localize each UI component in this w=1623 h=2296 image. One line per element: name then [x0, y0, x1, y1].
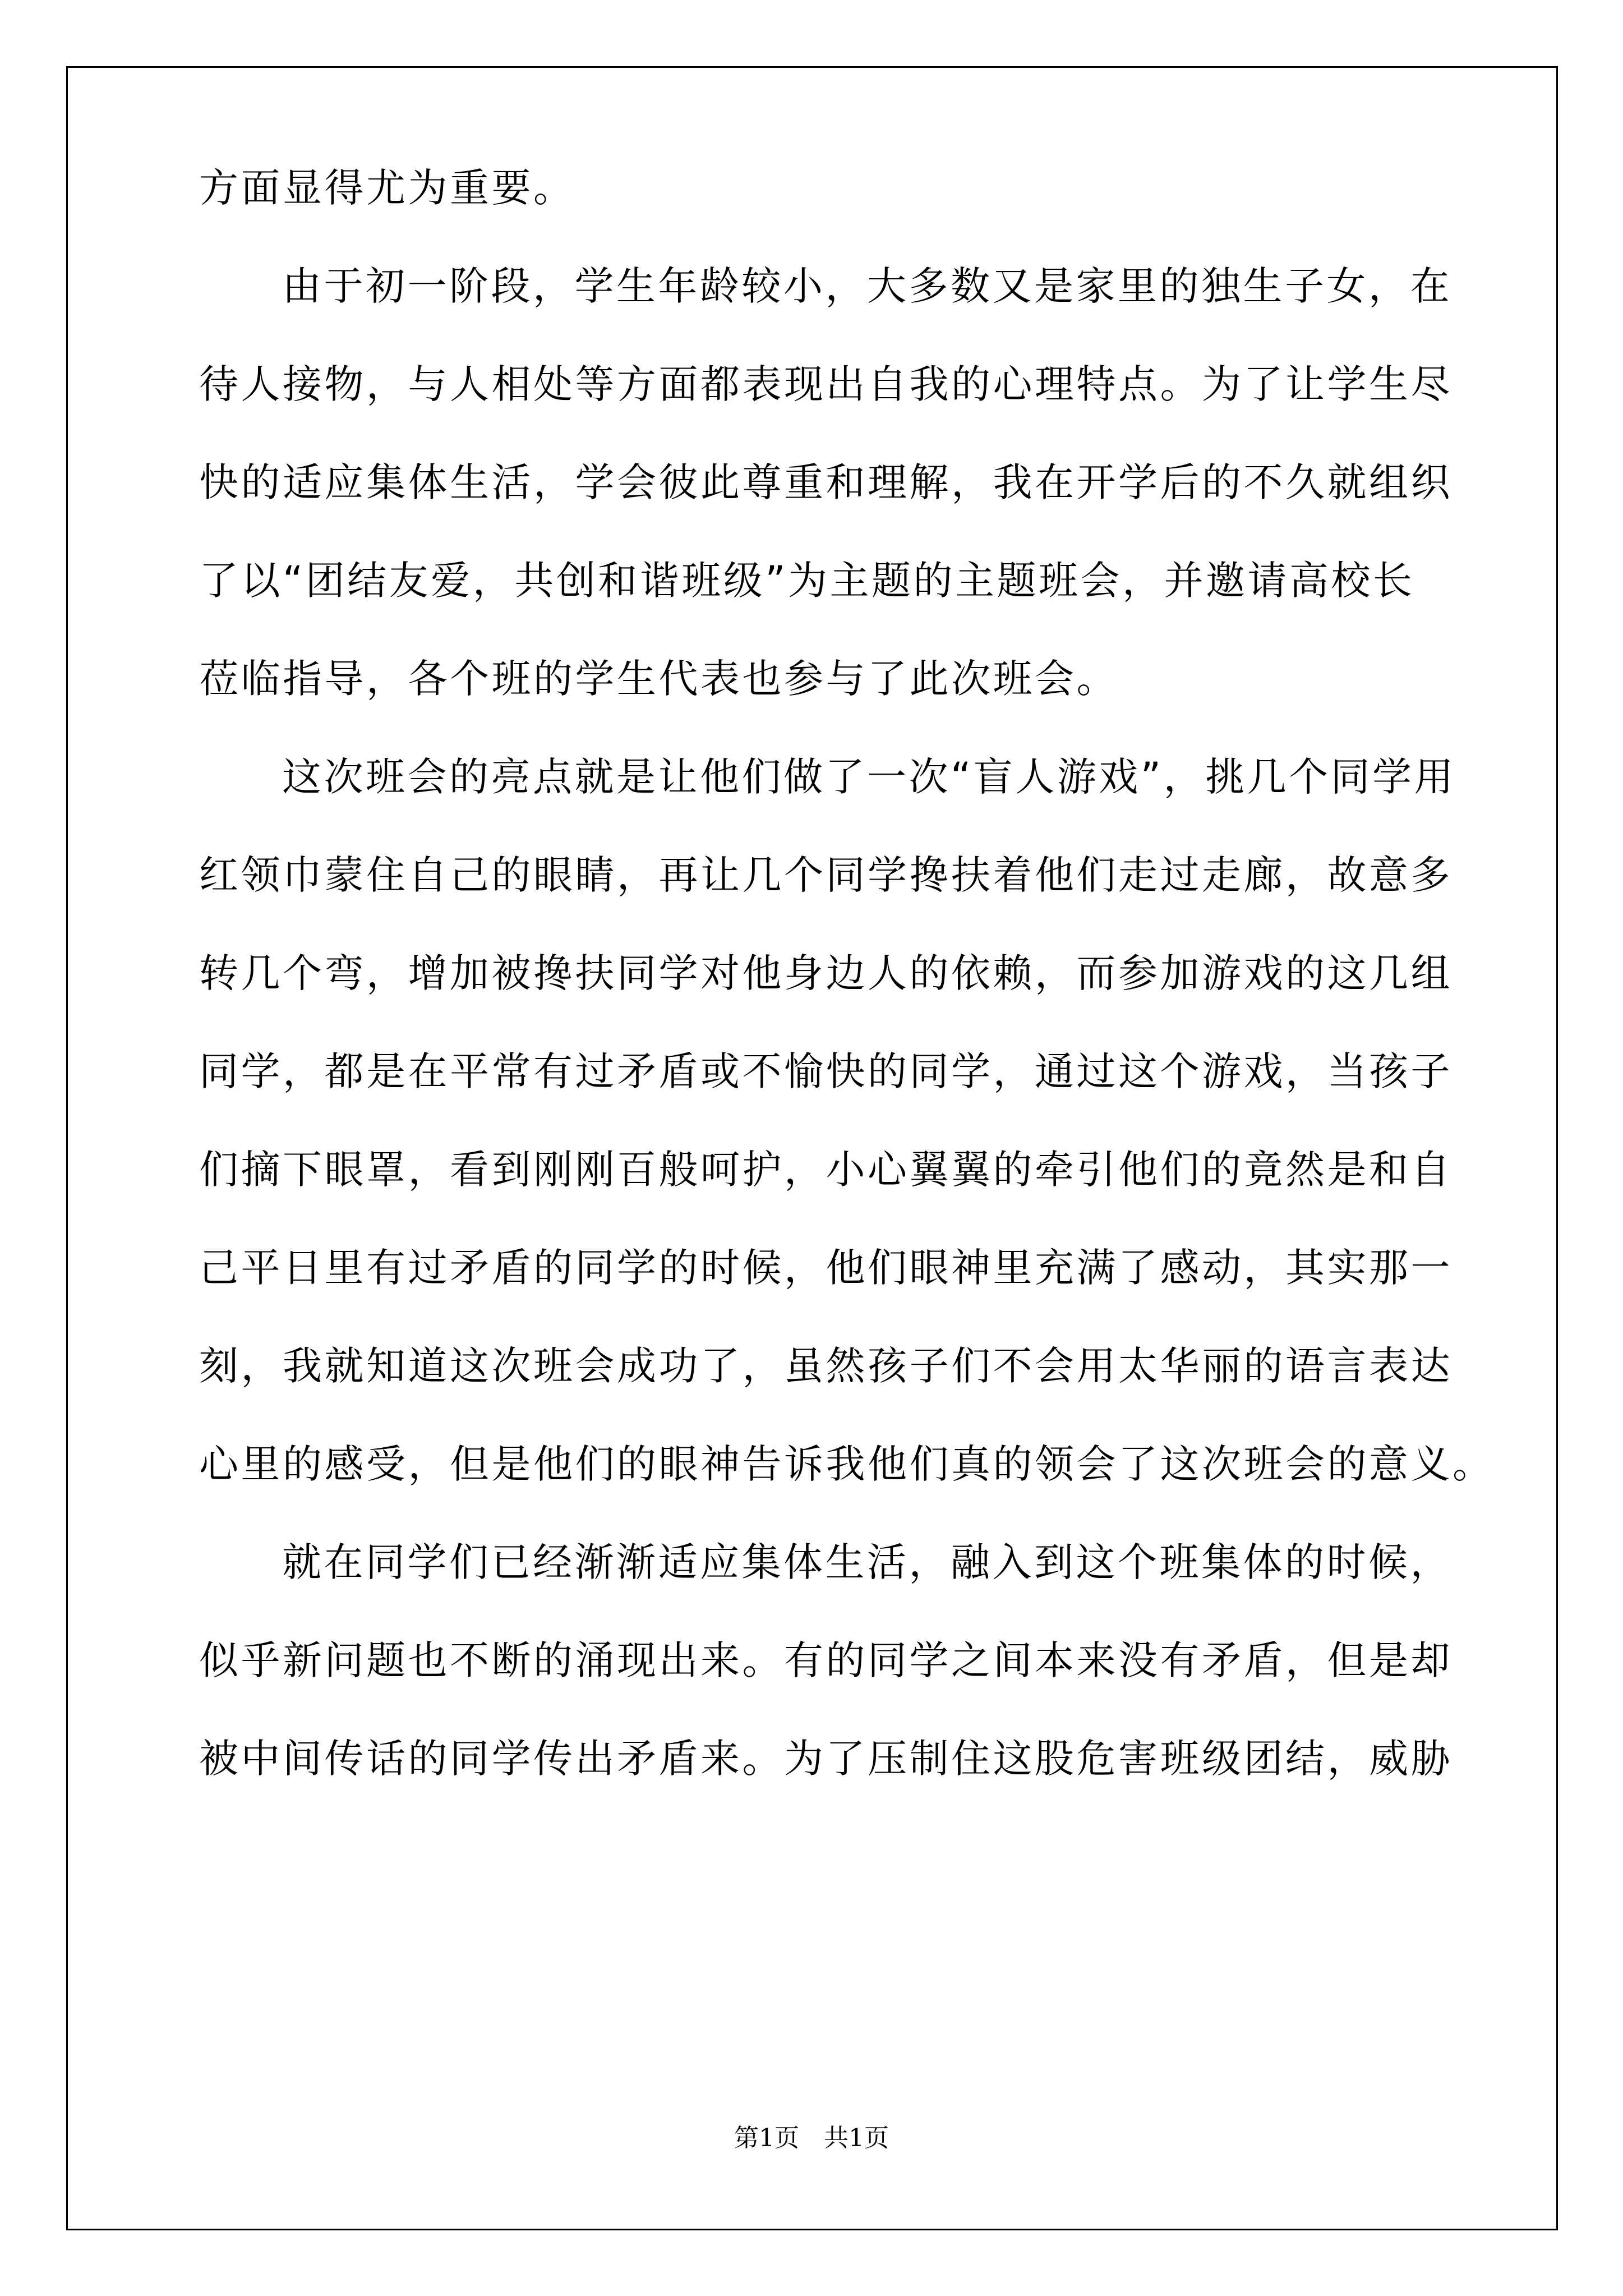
text-line: 己平日里有过矛盾的同学的时候，他们眼神里充满了感动，其实那一: [199, 1245, 1453, 1291]
text-line: 们摘下眼罩，看到刚刚百般呵护，小心翼翼的牵引他们的竟然是和自: [199, 1147, 1453, 1193]
text-line: 方面显得尤为重要。: [199, 165, 575, 211]
text-line: 由于初一阶段，学生年龄较小，大多数又是家里的独生子女，在: [282, 263, 1452, 309]
text-line: 被中间传话的同学传出矛盾来。为了压制住这股危害班级团结，威胁: [199, 1736, 1453, 1782]
text-line: 莅临指导，各个班的学生代表也参与了此次班会。: [199, 656, 1118, 702]
text-line: 刻，我就知道这次班会成功了，虽然孩子们不会用太华丽的语言表达: [199, 1343, 1453, 1389]
text-line: 似乎新问题也不断的涌现出来。有的同学之间本来没有矛盾，但是却: [199, 1637, 1453, 1683]
text-line: 转几个弯，增加被搀扶同学对他身边人的依赖，而参加游戏的这几组: [199, 950, 1453, 996]
text-line: 了以“团结友爱，共创和谐班级”为主题的主题班会，并邀请高校长: [199, 558, 1415, 604]
text-line: 快的适应集体生活，学会彼此尊重和理解，我在开学后的不久就组织: [199, 459, 1453, 505]
text-line: 心里的感受，但是他们的眼神告诉我他们真的领会了这次班会的意义。: [199, 1441, 1495, 1487]
text-line: 就在同学们已经渐渐适应集体生活，融入到这个班集体的时候，: [282, 1539, 1452, 1585]
text-line: 待人接物，与人相处等方面都表现出自我的心理特点。为了让学生尽: [199, 361, 1453, 407]
text-line: 同学，都是在平常有过矛盾或不愉快的同学，通过这个游戏，当孩子: [199, 1048, 1453, 1094]
text-line: 红领巾蒙住自己的眼睛，再让几个同学搀扶着他们走过走廊，故意多: [199, 852, 1453, 898]
page-number: 第1页 共1页: [734, 2124, 889, 2152]
text-line: 这次班会的亮点就是让他们做了一次“盲人游戏”，挑几个同学用: [282, 754, 1456, 800]
